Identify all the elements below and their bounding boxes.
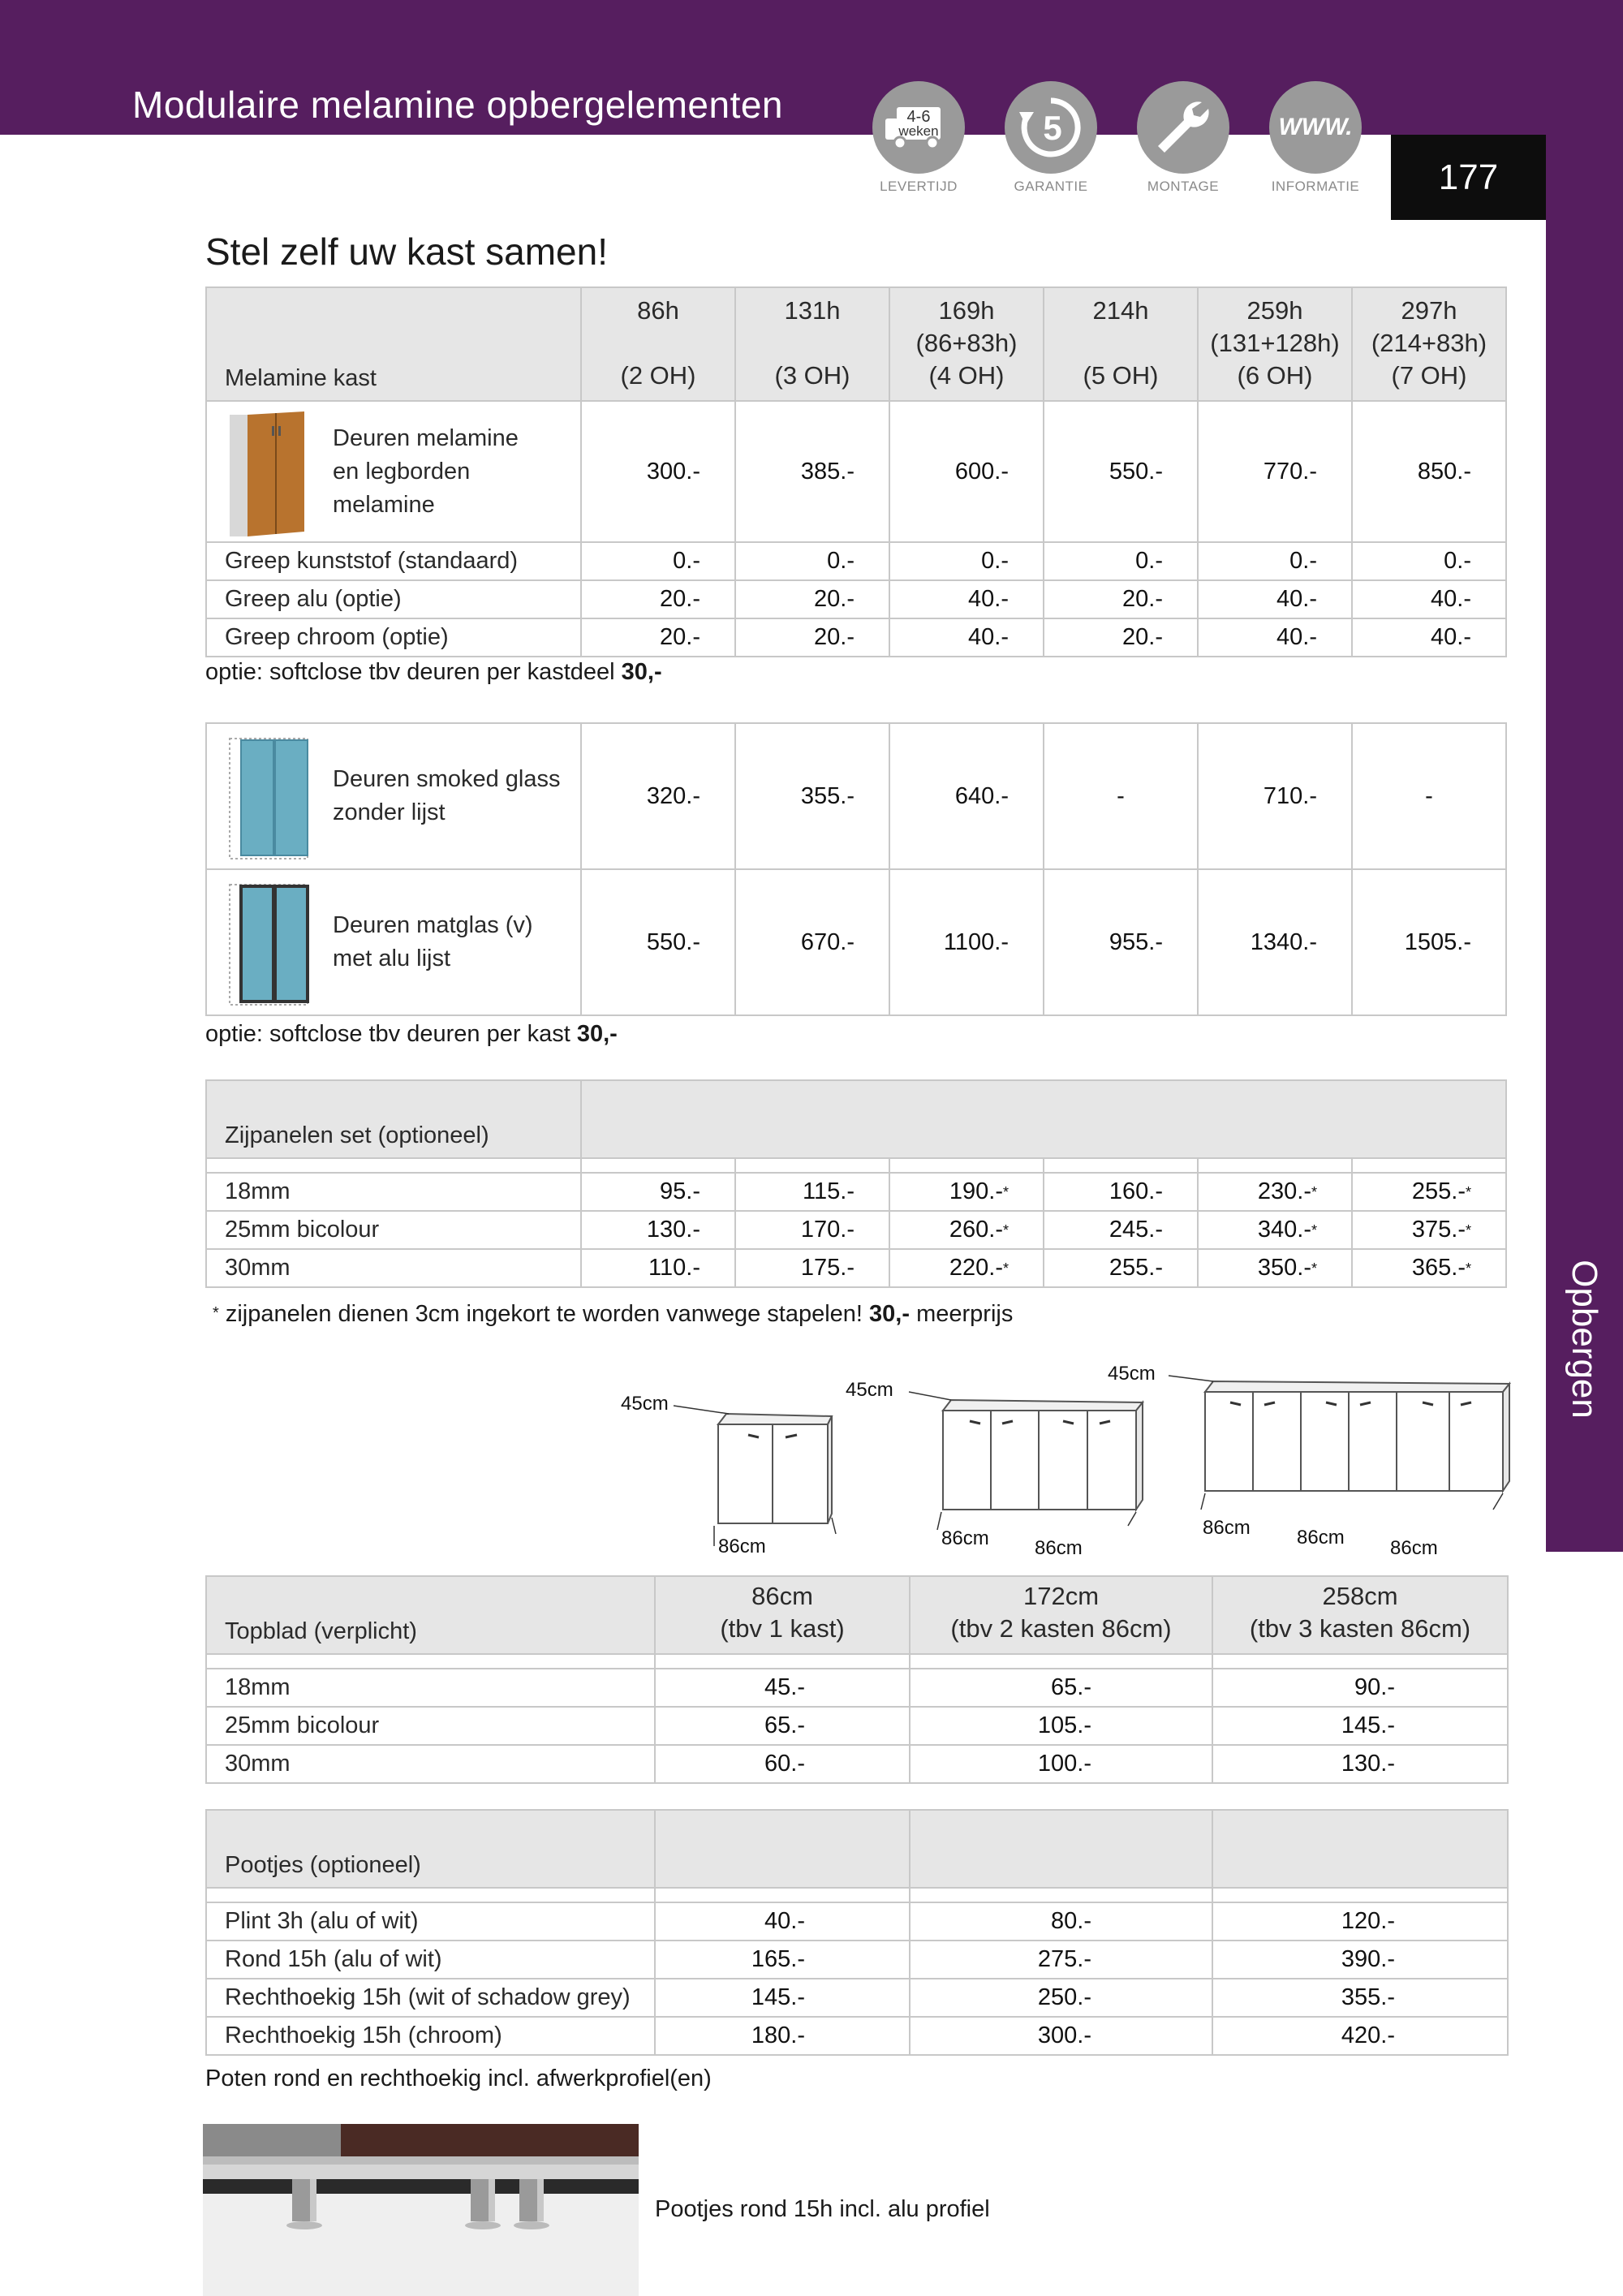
zijpanelen-header-label: Zijpanelen set (optioneel) <box>206 1080 581 1158</box>
price-cell: 640.- <box>889 723 1044 869</box>
price-cell: 20.- <box>1044 618 1198 657</box>
badge-caption-levertijd: LEVERTIJD <box>880 179 958 194</box>
width-label: 86cm <box>1035 1537 1083 1559</box>
page-number: 177 <box>1391 135 1546 220</box>
col-header-297h: 297h (214+83h) (7 OH) <box>1352 287 1506 401</box>
price-cell: 175.- <box>735 1249 889 1287</box>
depth-label: 45cm <box>1108 1363 1156 1385</box>
zijpanelen-note: * zijpanelen dienen 3cm ingekort te worden vanwege stapelen! 30,- meerprijs <box>213 1301 1014 1327</box>
price-cell: 365.-* <box>1352 1249 1506 1287</box>
price-cell: 255.-* <box>1352 1173 1506 1211</box>
topblad-header-label: Topblad (verplicht) <box>206 1576 655 1654</box>
row-label: Rond 15h (alu of wit) <box>206 1941 655 1979</box>
badge-www-text: WWW. <box>1278 114 1353 140</box>
pootjes-header-label: Pootjes (optioneel) <box>206 1810 655 1888</box>
price-cell: 0.- <box>1352 542 1506 580</box>
price-cell: 60.- <box>655 1745 910 1783</box>
truck-icon <box>872 81 965 174</box>
row-label: Rechthoekig 15h (chroom) <box>206 2017 655 2055</box>
price-cell: 340.-* <box>1198 1211 1352 1249</box>
price-cell: 320.- <box>581 723 735 869</box>
row-label: Greep kunststof (standaard) <box>206 542 581 580</box>
product-name-line1: Deuren smoked glass <box>333 766 561 792</box>
badge-caption-informatie: INFORMATIE <box>1271 179 1360 194</box>
price-cell: 20.- <box>581 580 735 618</box>
product-row-smoked-glass <box>206 723 1506 869</box>
table-row <box>206 542 1506 580</box>
table-row <box>206 618 1506 657</box>
price-cell: 160.- <box>1044 1173 1198 1211</box>
col-header-86cm: 86cm (tbv 1 kast) <box>655 1576 910 1654</box>
row-label: Greep alu (optie) <box>206 580 581 618</box>
side-label: Opbergen <box>1565 1260 1604 1419</box>
table-row <box>206 1941 1508 1979</box>
price-cell: 250.- <box>910 1979 1212 2017</box>
pootjes-price-table <box>205 1809 1509 2056</box>
kast-header-label: Melamine kast <box>206 287 581 401</box>
price-cell: 550.- <box>1044 401 1198 542</box>
product-name-line2: en legborden <box>333 458 471 485</box>
glass-price-table <box>205 722 1507 1016</box>
price-cell: 0.- <box>1044 542 1198 580</box>
smoked-glass-cabinet-image <box>223 732 312 862</box>
price-cell: 120.- <box>1212 1902 1508 1941</box>
col-header-259h: 259h (131+128h) (6 OH) <box>1198 287 1352 401</box>
price-cell: 40.- <box>889 618 1044 657</box>
row-label: Greep chroom (optie) <box>206 618 581 657</box>
price-cell: 0.- <box>889 542 1044 580</box>
product-cell <box>206 723 581 869</box>
product-name-line2: met alu lijst <box>333 946 451 971</box>
price-cell: 170.- <box>735 1211 889 1249</box>
table-header-row <box>206 287 1506 401</box>
price-cell: 100.- <box>910 1745 1212 1783</box>
pootjes-note: Poten rond en rechthoekig incl. afwerkprofiel(en) <box>205 2066 712 2091</box>
row-label: 30mm <box>206 1745 655 1783</box>
price-cell: 40.- <box>655 1902 910 1941</box>
price-cell: 350.-* <box>1198 1249 1352 1287</box>
price-cell: 130.- <box>1212 1745 1508 1783</box>
price-cell: 190.-* <box>889 1173 1044 1211</box>
row-label: 25mm bicolour <box>206 1211 581 1249</box>
table-row <box>206 1249 1506 1287</box>
table-row <box>206 1902 1508 1941</box>
badge-caption-garantie: GARANTIE <box>1014 179 1088 194</box>
price-cell: 230.-* <box>1198 1173 1352 1211</box>
price-cell: 275.- <box>910 1941 1212 1979</box>
price-cell: 45.- <box>655 1669 910 1707</box>
price-cell: 385.- <box>735 401 889 542</box>
col-header-214h: 214h (5 OH) <box>1044 287 1198 401</box>
price-cell: 90.- <box>1212 1669 1508 1707</box>
col-header-258cm: 258cm (tbv 3 kasten 86cm) <box>1212 1576 1508 1654</box>
price-cell: 145.- <box>655 1979 910 2017</box>
zijpanelen-price-table <box>205 1079 1507 1288</box>
width-label: 86cm <box>1203 1517 1251 1539</box>
price-cell: 550.- <box>581 869 735 1015</box>
row-label: 18mm <box>206 1669 655 1707</box>
price-cell: 40.- <box>1352 618 1506 657</box>
softclose-note: optie: softclose tbv deuren per kast 30,- <box>205 1021 618 1047</box>
table-row <box>206 1211 1506 1249</box>
badge-caption-montage: MONTAGE <box>1147 179 1220 194</box>
price-cell: 245.- <box>1044 1211 1198 1249</box>
price-cell: 20.- <box>581 618 735 657</box>
row-label: 18mm <box>206 1173 581 1211</box>
product-cell <box>206 869 581 1015</box>
price-cell: 1340.- <box>1198 869 1352 1015</box>
photo-caption: Pootjes rond 15h incl. alu profiel <box>655 2196 990 2222</box>
price-cell: 220.-* <box>889 1249 1044 1287</box>
table-row <box>206 1745 1508 1783</box>
matglas-cabinet-image <box>223 878 312 1008</box>
table-row <box>206 1707 1508 1745</box>
price-cell: 65.- <box>910 1669 1212 1707</box>
depth-label: 45cm <box>621 1393 669 1415</box>
price-cell: 375.-* <box>1352 1211 1506 1249</box>
price-cell: 770.- <box>1198 401 1352 542</box>
product-name-line1: Deuren melamine <box>333 424 519 451</box>
price-cell: 260.-* <box>889 1211 1044 1249</box>
product-name-line1: Deuren matglas (v) <box>333 912 533 938</box>
section-heading: Stel zelf uw kast samen! <box>205 230 608 273</box>
cabinet-dimension-diagram <box>601 1363 1534 1566</box>
price-cell: 40.- <box>1198 618 1352 657</box>
price-cell: 105.- <box>910 1707 1212 1745</box>
table-row <box>206 580 1506 618</box>
price-cell: 20.- <box>735 618 889 657</box>
row-label: 25mm bicolour <box>206 1707 655 1745</box>
col-header-86h: 86h (2 OH) <box>581 287 735 401</box>
softclose-note: optie: softclose tbv deuren per kastdeel 30,- <box>205 659 662 685</box>
row-label: 30mm <box>206 1249 581 1287</box>
price-cell: 80.- <box>910 1902 1212 1941</box>
price-cell: 1505.- <box>1352 869 1506 1015</box>
col-header-172cm: 172cm (tbv 2 kasten 86cm) <box>910 1576 1212 1654</box>
price-cell: 955.- <box>1044 869 1198 1015</box>
price-cell: 670.- <box>735 869 889 1015</box>
www-icon <box>1269 81 1362 174</box>
price-cell: 110.- <box>581 1249 735 1287</box>
kast-price-table <box>205 286 1507 657</box>
price-cell: 355.- <box>1212 1979 1508 2017</box>
product-row-melamine <box>206 401 1506 542</box>
price-cell: 0.- <box>1198 542 1352 580</box>
width-label: 86cm <box>1297 1527 1345 1549</box>
price-cell: 1100.- <box>889 869 1044 1015</box>
price-cell: 115.- <box>735 1173 889 1211</box>
price-cell: 95.- <box>581 1173 735 1211</box>
price-cell: 40.- <box>1352 580 1506 618</box>
table-header-row <box>206 1576 1508 1654</box>
price-cell: 850.- <box>1352 401 1506 542</box>
depth-label: 45cm <box>846 1379 893 1401</box>
price-cell: 40.- <box>889 580 1044 618</box>
price-cell: - <box>1044 723 1198 869</box>
width-label: 86cm <box>941 1527 989 1549</box>
price-cell: 420.- <box>1212 2017 1508 2055</box>
price-cell: 0.- <box>581 542 735 580</box>
price-cell: - <box>1352 723 1506 869</box>
col-header-169h: 169h (86+83h) (4 OH) <box>889 287 1044 401</box>
price-cell: 145.- <box>1212 1707 1508 1745</box>
col-header-131h: 131h (3 OH) <box>735 287 889 401</box>
price-cell: 20.- <box>735 580 889 618</box>
table-row <box>206 1173 1506 1211</box>
badge-truck-bottom: weken <box>898 123 939 139</box>
row-label: Rechthoekig 15h (wit of schadow grey) <box>206 1979 655 2017</box>
badge-warranty-number: 5 <box>1043 109 1062 147</box>
price-cell: 165.- <box>655 1941 910 1979</box>
width-label: 86cm <box>1390 1537 1438 1559</box>
price-cell: 300.- <box>910 2017 1212 2055</box>
price-cell: 20.- <box>1044 580 1198 618</box>
price-cell: 355.- <box>735 723 889 869</box>
product-cell <box>206 401 581 542</box>
price-cell: 300.- <box>581 401 735 542</box>
product-row-matglas <box>206 869 1506 1015</box>
price-cell: 0.- <box>735 542 889 580</box>
page-title: Modulaire melamine opbergelementen <box>132 84 784 126</box>
wrench-icon <box>1137 81 1229 174</box>
table-row <box>206 2017 1508 2055</box>
melamine-cabinet-image <box>223 410 312 540</box>
price-cell: 390.- <box>1212 1941 1508 1979</box>
badge-truck-top: 4-6 <box>906 108 931 126</box>
row-label: Plint 3h (alu of wit) <box>206 1902 655 1941</box>
price-cell: 40.- <box>1198 580 1352 618</box>
warranty-5-icon <box>1005 81 1097 174</box>
table-header-row <box>206 1810 1508 1888</box>
price-cell: 130.- <box>581 1211 735 1249</box>
table-row <box>206 1669 1508 1707</box>
width-label: 86cm <box>718 1536 766 1557</box>
product-name-line2: zonder lijst <box>333 799 446 825</box>
price-cell: 255.- <box>1044 1249 1198 1287</box>
price-cell: 180.- <box>655 2017 910 2055</box>
table-header-row <box>206 1080 1506 1158</box>
product-name-line3: melamine <box>333 491 435 518</box>
cabinet-feet-photo <box>203 2124 639 2296</box>
price-cell: 600.- <box>889 401 1044 542</box>
price-cell: 65.- <box>655 1707 910 1745</box>
price-cell: 710.- <box>1198 723 1352 869</box>
topblad-price-table <box>205 1575 1509 1784</box>
table-row <box>206 1979 1508 2017</box>
